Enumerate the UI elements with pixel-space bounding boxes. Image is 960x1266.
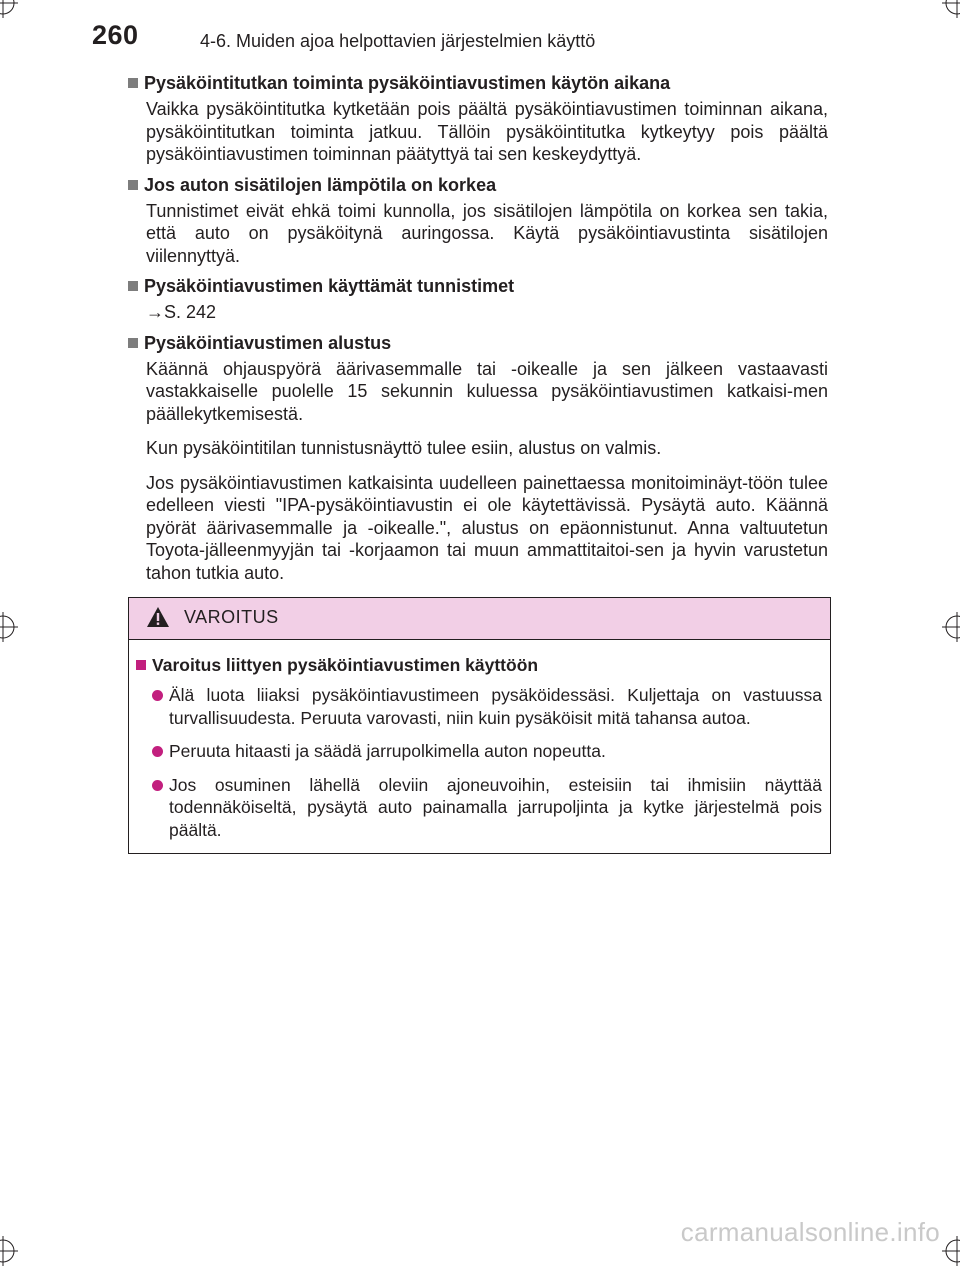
square-bullet-icon: [128, 338, 138, 348]
section-heading: [128, 174, 828, 197]
section: [128, 174, 828, 268]
warning-triangle-icon: [146, 606, 170, 628]
section: [128, 275, 828, 324]
warning-bullet-text: Peruuta hitaasti ja säädä jarrupolkimella auton nopeutta.: [169, 741, 606, 761]
warning-bullet-text: Jos osuminen lähellä oleviin ajoneuvoihin, esteisiin tai ihmisiin näyttää todennäköiseltä, pysäytä auto painamalla jarrupoljinta ja kytke järjestelmä pois päältä.: [169, 774, 822, 840]
warning-bullet: [152, 774, 822, 842]
warning-title: VAROITUS: [184, 607, 279, 627]
crop-mark-icon: [0, 612, 18, 642]
warning-body: [129, 640, 830, 841]
square-bullet-icon: [136, 660, 146, 670]
warning-header: [129, 598, 830, 640]
warning-bullet: [152, 684, 822, 729]
warning-subheading: [136, 654, 822, 676]
crop-mark-icon: [0, 1236, 18, 1266]
paragraph: Käännä ohjauspyörä äärivasemmalle tai -oikealle ja sen jälkeen vastaavasti vastakkaiselle puolelle 15 sekunnin kuluessa pysäköintiavustimen katkaisi-men päällekytkemisestä.: [146, 358, 828, 424]
paragraph: Vaikka pysäköintitutka kytketään pois päältä pysäköintiavustimen toiminnan aikana, pysäköintitutkan toiminta jatkuu. Tällöin pysäköintitutka kytkeytyy pois päältä pysäköintiavustimen toiminnan päätyttyä tai sen keskeydyttyä.: [146, 99, 828, 164]
warning-subheading-text: Varoitus liittyen pysäköintiavustimen käyttöön: [152, 655, 539, 675]
crop-mark-icon: [942, 612, 960, 642]
square-bullet-icon: [128, 281, 138, 291]
page-number: 260: [92, 20, 139, 50]
paragraph: Tunnistimet eivät ehkä toimi kunnolla, jos sisätilojen lämpötila on korkea sen takia, että auto on pysäköitynä auringossa. Käytä pysäköintiavustinta sisätilojen viilennyttyä.: [146, 200, 828, 266]
page-header: [0, 0, 960, 75]
watermark: carmanualsonline.info: [680, 1217, 940, 1247]
page-reference-link[interactable]: →S. 242: [146, 302, 217, 322]
section-heading-text: Jos auton sisätilojen lämpötila on korkea: [144, 174, 497, 195]
running-head: 4-6. Muiden ajoa helpottavien järjestelmien käyttö: [200, 31, 596, 51]
circle-bullet-icon: [152, 690, 163, 701]
paragraph: Jos pysäköintiavustimen katkaisinta uudelleen painettaessa monitoiminäyt-töön tulee edelleen viesti "IPA-pysäköintiavustin ei ole käytettävissä. Pysäytä auto. Käännä pyörät äärivasemmalle ja -oikealle.", alustus on epäonnistunut. Anna valtuutetun Toyota-jälleenmyyjän tai -korjaamon tai muun ammattitaitoi-sen ja hyvin varustetun tahon tutkia auto.: [146, 472, 828, 583]
section-heading: [128, 332, 828, 355]
paragraph: Kun pysäköintitilan tunnistusnäyttö tulee esiin, alustus on valmis.: [146, 438, 662, 458]
section-heading: [128, 275, 828, 298]
crop-mark-icon: [942, 1236, 960, 1266]
section-heading-text: Pysäköintiavustimen alustus: [144, 332, 392, 353]
warning-box: [128, 597, 831, 854]
section-heading-text: Pysäköintitutkan toiminta pysäköintiavustimen käytön aikana: [144, 73, 671, 93]
main-content: [128, 72, 828, 592]
section: [128, 72, 828, 166]
section: [128, 332, 828, 585]
circle-bullet-icon: [152, 780, 163, 791]
section-heading: [128, 72, 828, 95]
square-bullet-icon: [128, 180, 138, 190]
warning-bullet-text: Älä luota liiaksi pysäköintiavustimeen pysäköidessäsi. Kuljettaja on vastuussa turvallisuudesta. Peruuta varovasti, niin kuin pysäköisit mitä tahansa autoa.: [169, 685, 822, 728]
section-heading-text: Pysäköintiavustimen käyttämät tunnistimet: [144, 276, 515, 296]
warning-bullet: [152, 740, 822, 763]
circle-bullet-icon: [152, 746, 163, 757]
square-bullet-icon: [128, 78, 138, 88]
